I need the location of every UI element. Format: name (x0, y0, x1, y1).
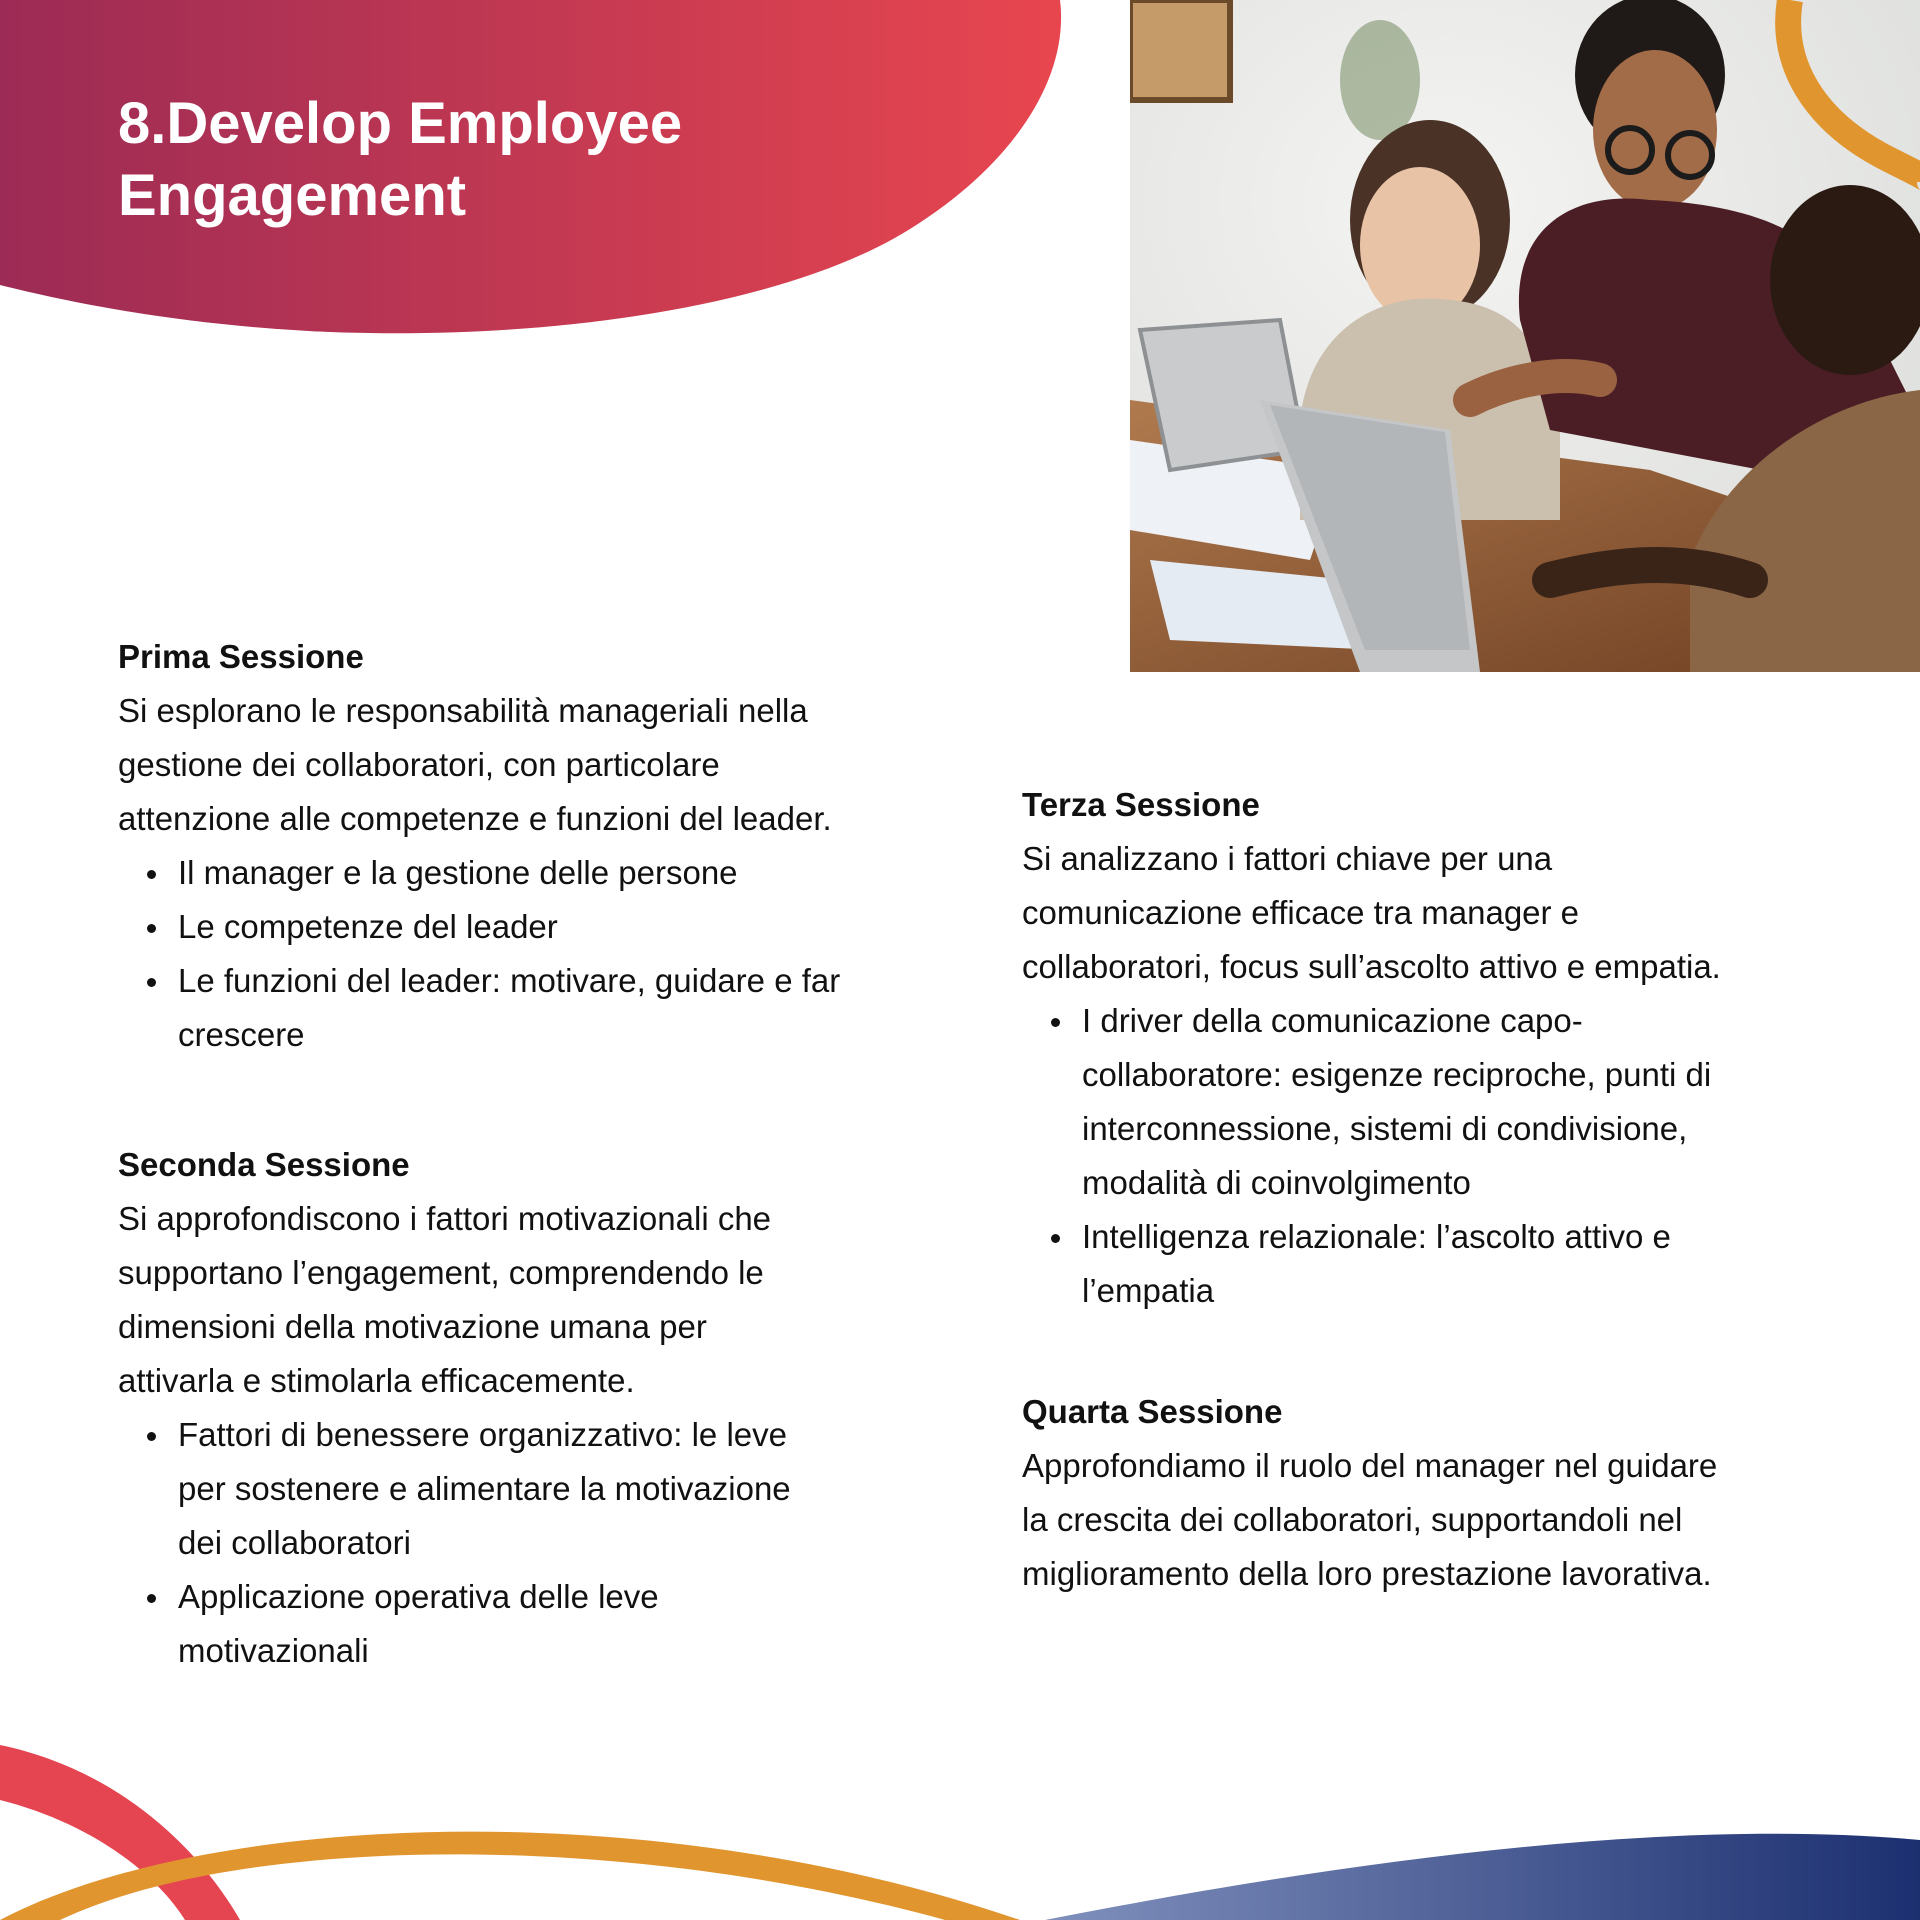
session-description: Si analizzano i fattori chiave per una comunicazione efficace tra manager e collaboratori, focus sull’ascolto attivo e empatia. (1022, 840, 1721, 985)
bullet-icon (1051, 1234, 1060, 1243)
session-bullets (1022, 994, 1812, 1318)
bullet-item: Applicazione operativa delle leve motivazionali (178, 1570, 908, 1678)
bullet-item: Intelligenza relazionale: l’ascolto attivo e l’empatia (1082, 1210, 1812, 1318)
team-meeting-photo (1130, 0, 1920, 672)
session-title: Quarta Sessione (1022, 1393, 1283, 1430)
bullet-item: Le funzioni del leader: motivare, guidare e far crescere (178, 954, 918, 1062)
bullet-icon (147, 1594, 156, 1603)
bullet-item: Il manager e la gestione delle persone (178, 846, 918, 900)
bullet-icon (1051, 1018, 1060, 1027)
title-line-1: 8.Develop Employee (118, 91, 683, 156)
page-title (118, 88, 938, 232)
session-title: Terza Sessione (1022, 786, 1260, 823)
session-description: Si approfondiscono i fattori motivazionali che supportano l’engagement, comprendendo le dimensioni della motivazione umana per attivarla e stimolarla efficacemente. (118, 1200, 772, 1399)
bullet-icon (147, 870, 156, 879)
session-title: Seconda Sessione (118, 1146, 410, 1183)
photo-illustration (1130, 0, 1920, 672)
session-description: Approfondiamo il ruolo del manager nel guidare la crescita dei collaboratori, supportandoli nel miglioramento della loro prestazione lavorativa. (1022, 1447, 1718, 1592)
session-prima (118, 630, 918, 1062)
session-quarta (1022, 1385, 1812, 1601)
session-terza (1022, 778, 1812, 1318)
session-bullets (118, 846, 918, 1062)
bullet-item: Fattori di benessere organizzativo: le leve per sostenere e alimentare la motivazione dei collaboratori (178, 1408, 908, 1570)
session-bullets (118, 1408, 908, 1678)
bullet-item: Le competenze del leader (178, 900, 918, 954)
session-description: Si esplorano le responsabilità manageriali nella gestione dei collaboratori, con particolare attenzione alle competenze e funzioni del leader. (118, 692, 832, 837)
bullet-icon (147, 1432, 156, 1441)
bullet-icon (147, 978, 156, 987)
session-seconda (118, 1138, 908, 1678)
session-title: Prima Sessione (118, 638, 364, 675)
bullet-item: I driver della comunicazione capo- collaboratore: esigenze reciproche, punti di interconnessione, sistemi di condivisione, modalità di coinvolgimento (1082, 994, 1812, 1210)
bottom-navy-arc (1045, 1834, 1920, 1920)
title-line-2: Engagement (118, 163, 467, 228)
bullet-icon (147, 924, 156, 933)
